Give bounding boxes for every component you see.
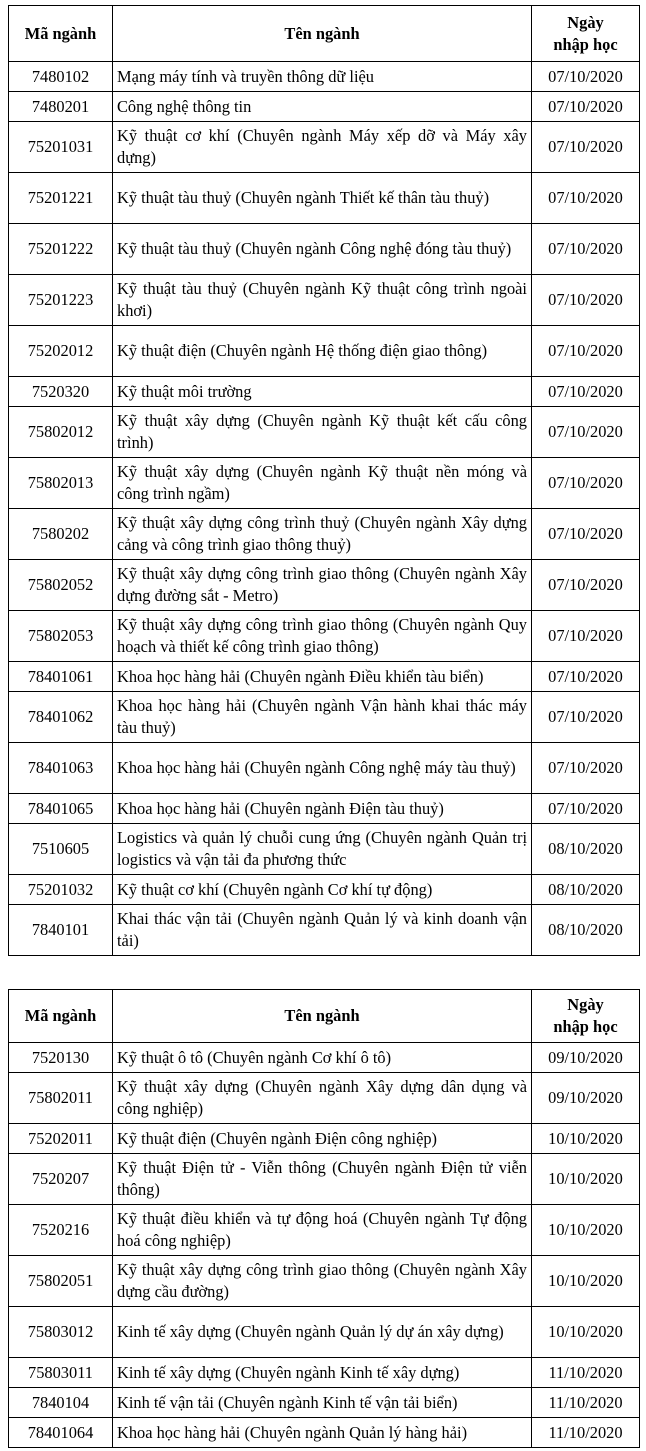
major-name-cell: Mạng máy tính và truyền thông dữ liệu: [113, 62, 532, 92]
major-code-cell: 78401063: [9, 743, 113, 794]
header-code: Mã ngành: [9, 6, 113, 62]
enrollment-date-cell: 08/10/2020: [532, 824, 640, 875]
enrollment-table-2: [8, 989, 640, 1448]
table-row: [9, 1256, 640, 1307]
enrollment-date-cell: 07/10/2020: [532, 743, 640, 794]
major-name-cell: Kỹ thuật tàu thuỷ (Chuyên ngành Công nghệ đóng tàu thuỷ): [113, 224, 532, 275]
table-row: [9, 875, 640, 905]
enrollment-date-cell: 09/10/2020: [532, 1043, 640, 1073]
enrollment-date-cell: 07/10/2020: [532, 122, 640, 173]
enrollment-date-cell: 07/10/2020: [532, 224, 640, 275]
table-row: [9, 824, 640, 875]
enrollment-date-cell: 10/10/2020: [532, 1307, 640, 1358]
table-row: [9, 407, 640, 458]
table-row: [9, 224, 640, 275]
enrollment-date-cell: 07/10/2020: [532, 611, 640, 662]
table-row: [9, 1043, 640, 1073]
major-name-cell: Kỹ thuật điều khiển và tự động hoá (Chuyên ngành Tự động hoá công nghiệp): [113, 1205, 532, 1256]
major-name-cell: Kinh tế xây dựng (Chuyên ngành Kinh tế xây dựng): [113, 1358, 532, 1388]
enrollment-date-cell: 10/10/2020: [532, 1154, 640, 1205]
major-code-cell: 78401064: [9, 1418, 113, 1448]
major-name-cell: Khoa học hàng hải (Chuyên ngành Điện tàu thuỷ): [113, 794, 532, 824]
header-date-line2: nhập học: [553, 34, 618, 54]
major-code-cell: 7520130: [9, 1043, 113, 1073]
table-row: [9, 560, 640, 611]
table-row: [9, 692, 640, 743]
header-name: Tên ngành: [113, 990, 532, 1043]
table-row: [9, 458, 640, 509]
major-code-cell: 75202011: [9, 1124, 113, 1154]
table-row: [9, 1124, 640, 1154]
major-code-cell: 75201223: [9, 275, 113, 326]
major-name-cell: Kỹ thuật xây dựng (Chuyên ngành Xây dựng dân dụng và công nghiệp): [113, 1073, 532, 1124]
table-row: [9, 1388, 640, 1418]
major-code-cell: 75201222: [9, 224, 113, 275]
major-code-cell: 75802012: [9, 407, 113, 458]
major-name-cell: Kỹ thuật xây dựng công trình giao thông (Chuyên ngành Xây dựng cầu đường): [113, 1256, 532, 1307]
major-name-cell: Kỹ thuật xây dựng (Chuyên ngành Kỹ thuật nền móng và công trình ngầm): [113, 458, 532, 509]
header-date: [532, 990, 640, 1043]
major-code-cell: 75803011: [9, 1358, 113, 1388]
table-row: [9, 1358, 640, 1388]
major-code-cell: 7580202: [9, 509, 113, 560]
header-date-line1: Ngày: [567, 12, 604, 32]
enrollment-date-cell: 10/10/2020: [532, 1124, 640, 1154]
table-row: [9, 92, 640, 122]
enrollment-date-cell: 08/10/2020: [532, 875, 640, 905]
enrollment-date-cell: 07/10/2020: [532, 92, 640, 122]
table-row: [9, 326, 640, 377]
major-name-cell: Kỹ thuật cơ khí (Chuyên ngành Máy xếp dỡ và Máy xây dựng): [113, 122, 532, 173]
table-body-2: [9, 1043, 640, 1448]
enrollment-date-cell: 07/10/2020: [532, 326, 640, 377]
major-name-cell: Kinh tế vận tải (Chuyên ngành Kinh tế vận tải biển): [113, 1388, 532, 1418]
enrollment-date-cell: 07/10/2020: [532, 407, 640, 458]
major-name-cell: Kỹ thuật ô tô (Chuyên ngành Cơ khí ô tô): [113, 1043, 532, 1073]
table-header-row: [9, 990, 640, 1043]
major-code-cell: 7480201: [9, 92, 113, 122]
major-code-cell: 7840104: [9, 1388, 113, 1418]
table-row: [9, 905, 640, 956]
enrollment-date-cell: 07/10/2020: [532, 62, 640, 92]
major-code-cell: 7520320: [9, 377, 113, 407]
enrollment-date-cell: 07/10/2020: [532, 794, 640, 824]
enrollment-date-cell: 07/10/2020: [532, 662, 640, 692]
major-code-cell: 75201032: [9, 875, 113, 905]
major-name-cell: Logistics và quản lý chuỗi cung ứng (Chuyên ngành Quản trị logistics và vận tải đa phương thức: [113, 824, 532, 875]
major-name-cell: Kỹ thuật tàu thuỷ (Chuyên ngành Kỹ thuật công trình ngoài khơi): [113, 275, 532, 326]
major-code-cell: 78401062: [9, 692, 113, 743]
table-row: [9, 1073, 640, 1124]
major-name-cell: Khoa học hàng hải (Chuyên ngành Điều khiển tàu biển): [113, 662, 532, 692]
table-header-row: [9, 6, 640, 62]
major-code-cell: 75802013: [9, 458, 113, 509]
header-code: Mã ngành: [9, 990, 113, 1043]
major-name-cell: Kỹ thuật tàu thuỷ (Chuyên ngành Thiết kế thân tàu thuỷ): [113, 173, 532, 224]
major-name-cell: Kỹ thuật xây dựng (Chuyên ngành Kỹ thuật kết cấu công trình): [113, 407, 532, 458]
enrollment-date-cell: 11/10/2020: [532, 1418, 640, 1448]
major-name-cell: Khai thác vận tải (Chuyên ngành Quản lý và kinh doanh vận tải): [113, 905, 532, 956]
enrollment-date-cell: 11/10/2020: [532, 1358, 640, 1388]
header-date-line1: Ngày: [567, 995, 604, 1014]
header-date: [532, 6, 640, 62]
major-code-cell: 7510605: [9, 824, 113, 875]
major-name-cell: Công nghệ thông tin: [113, 92, 532, 122]
major-code-cell: 75802011: [9, 1073, 113, 1124]
major-code-cell: 7480102: [9, 62, 113, 92]
enrollment-date-cell: 09/10/2020: [532, 1073, 640, 1124]
table-row: [9, 794, 640, 824]
major-name-cell: Kỹ thuật xây dựng công trình giao thông (Chuyên ngành Xây dựng đường sắt - Metro): [113, 560, 532, 611]
enrollment-date-cell: 07/10/2020: [532, 692, 640, 743]
table-row: [9, 1154, 640, 1205]
major-name-cell: Khoa học hàng hải (Chuyên ngành Vận hành khai thác máy tàu thuỷ): [113, 692, 532, 743]
table-row: [9, 62, 640, 92]
major-name-cell: Kỹ thuật điện (Chuyên ngành Hệ thống điện giao thông): [113, 326, 532, 377]
major-code-cell: 78401061: [9, 662, 113, 692]
table-row: [9, 509, 640, 560]
major-code-cell: 75201031: [9, 122, 113, 173]
table-body-1: [9, 62, 640, 956]
enrollment-date-cell: 08/10/2020: [532, 905, 640, 956]
table-row: [9, 377, 640, 407]
enrollment-date-cell: 07/10/2020: [532, 173, 640, 224]
header-date-line2: nhập học: [553, 1017, 618, 1036]
header-name: Tên ngành: [113, 6, 532, 62]
major-code-cell: 78401065: [9, 794, 113, 824]
major-name-cell: Kỹ thuật cơ khí (Chuyên ngành Cơ khí tự động): [113, 875, 532, 905]
major-code-cell: 75201221: [9, 173, 113, 224]
table-row: [9, 1418, 640, 1448]
enrollment-date-cell: 10/10/2020: [532, 1256, 640, 1307]
enrollment-date-cell: 07/10/2020: [532, 377, 640, 407]
major-code-cell: 7840101: [9, 905, 113, 956]
enrollment-date-cell: 07/10/2020: [532, 509, 640, 560]
table-row: [9, 275, 640, 326]
major-name-cell: Kỹ thuật Điện tử - Viễn thông (Chuyên ngành Điện tử viễn thông): [113, 1154, 532, 1205]
table-row: [9, 1307, 640, 1358]
enrollment-date-cell: 10/10/2020: [532, 1205, 640, 1256]
major-name-cell: Khoa học hàng hải (Chuyên ngành Công nghệ máy tàu thuỷ): [113, 743, 532, 794]
table-row: [9, 173, 640, 224]
major-code-cell: 7520207: [9, 1154, 113, 1205]
major-name-cell: Kỹ thuật môi trường: [113, 377, 532, 407]
table-row: [9, 662, 640, 692]
major-name-cell: Kỹ thuật xây dựng công trình thuỷ (Chuyên ngành Xây dựng cảng và công trình giao thông thuỷ): [113, 509, 532, 560]
major-code-cell: 75802051: [9, 1256, 113, 1307]
major-code-cell: 75802053: [9, 611, 113, 662]
major-name-cell: Kỹ thuật điện (Chuyên ngành Điện công nghiệp): [113, 1124, 532, 1154]
enrollment-date-cell: 07/10/2020: [532, 560, 640, 611]
major-name-cell: Kinh tế xây dựng (Chuyên ngành Quản lý dự án xây dựng): [113, 1307, 532, 1358]
enrollment-date-cell: 07/10/2020: [532, 275, 640, 326]
table-row: [9, 611, 640, 662]
table-row: [9, 743, 640, 794]
enrollment-date-cell: 11/10/2020: [532, 1388, 640, 1418]
major-name-cell: Khoa học hàng hải (Chuyên ngành Quản lý hàng hải): [113, 1418, 532, 1448]
table-row: [9, 122, 640, 173]
major-code-cell: 75802052: [9, 560, 113, 611]
major-code-cell: 7520216: [9, 1205, 113, 1256]
major-code-cell: 75202012: [9, 326, 113, 377]
major-code-cell: 75803012: [9, 1307, 113, 1358]
major-name-cell: Kỹ thuật xây dựng công trình giao thông (Chuyên ngành Quy hoạch và thiết kế công trình giao thông): [113, 611, 532, 662]
table-row: [9, 1205, 640, 1256]
enrollment-table-1: [8, 5, 640, 956]
enrollment-date-cell: 07/10/2020: [532, 458, 640, 509]
